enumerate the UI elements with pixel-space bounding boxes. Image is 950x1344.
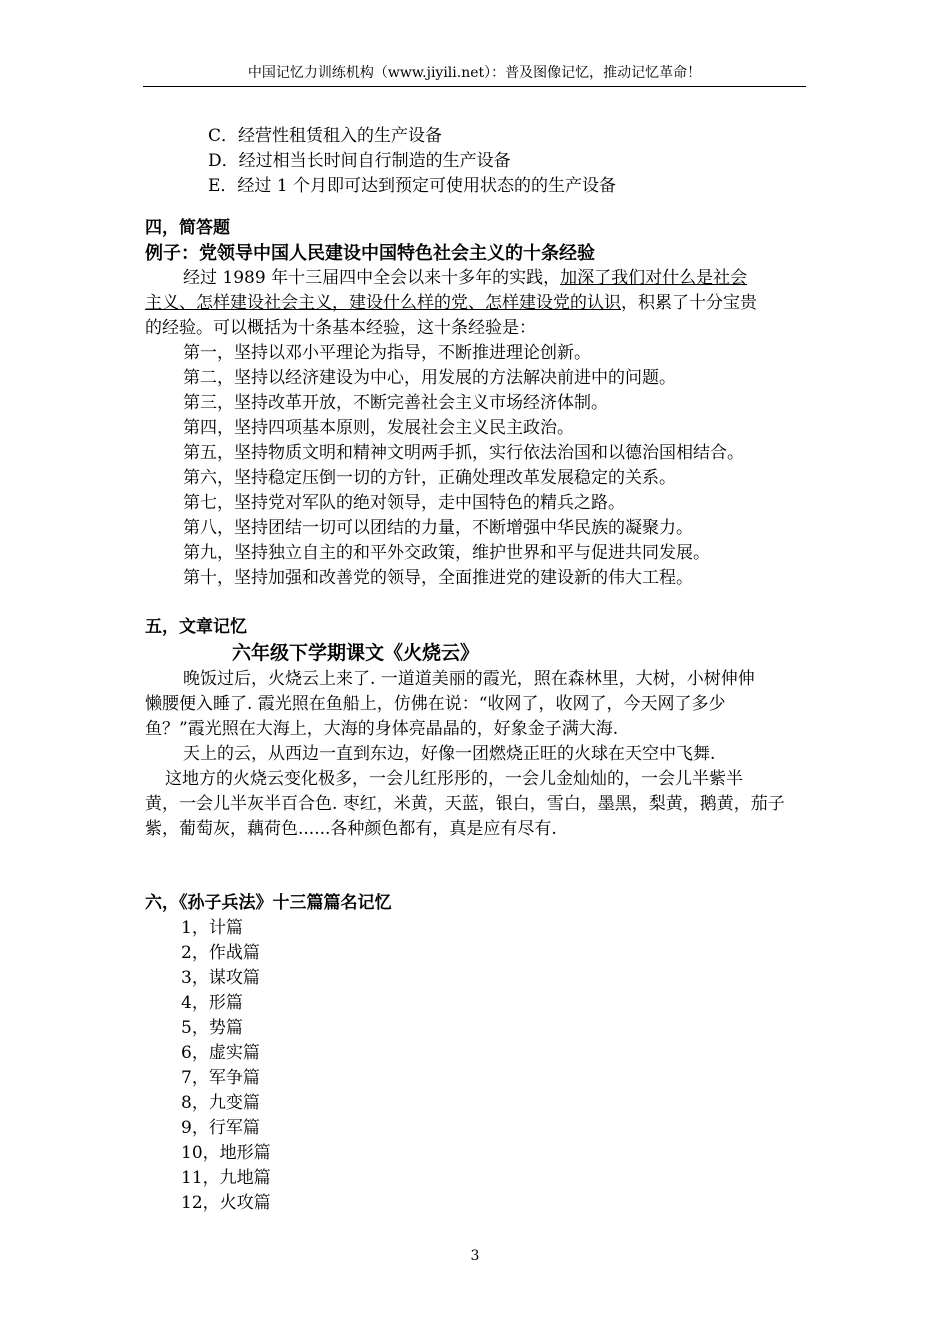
chapter-item-5: 5，势篇 (181, 1018, 243, 1038)
experience-item-9: 第九，坚持独立自主的和平外交政策，维护世界和平与促进共同发展。 (183, 543, 710, 563)
chapter-item-6: 6，虚实篇 (181, 1043, 260, 1063)
experience-item-6: 第六，坚持稳定压倒一切的方针，正确处理改革发展稳定的关系。 (183, 468, 676, 488)
article-p1-line-1: 晚饭过后，火烧云上来了. 一道道美丽的霞光，照在森林里，大树，小树伸伸 (183, 669, 755, 689)
experience-item-4: 第四，坚持四项基本原则，发展社会主义民主政治。 (183, 418, 574, 438)
experience-item-10: 第十，坚持加强和改善党的领导，全面推进党的建设新的伟大工程。 (183, 568, 693, 588)
header-divider (143, 86, 806, 87)
option-e: E．经过 1 个月即可达到预定可使用状态的的生产设备 (208, 176, 617, 196)
intro-underlined-1: 加深了我们对什么是社会 (560, 268, 748, 288)
option-c: C．经营性租赁租入的生产设备 (208, 126, 443, 146)
article-p3-line-1: 这地方的火烧云变化极多，一会儿红彤彤的，一会儿金灿灿的，一会儿半紫半 (165, 769, 743, 789)
page-header: 中国记忆力训练机构（www.jiyili.net）：普及图像记忆，推动记忆革命！ (247, 65, 702, 81)
chapter-item-9: 9，行军篇 (181, 1118, 260, 1138)
article-p3-line-3: 紫，葡萄灰，藕荷色......各种颜色都有，真是应有尽有. (145, 819, 557, 839)
article-p1-line-2: 懒腰便入睡了. 霞光照在鱼船上，仿佛在说：“收网了，收网了，今天网了多少 (145, 694, 726, 714)
chapter-item-12: 12，火攻篇 (181, 1193, 271, 1213)
experience-item-2: 第二，坚持以经济建设为中心，用发展的方法解决前进中的问题。 (183, 368, 676, 388)
experience-item-3: 第三，坚持改革开放，不断完善社会主义市场经济体制。 (183, 393, 608, 413)
article-p2: 天上的云，从西边一直到东边，好像一团燃烧正旺的火球在天空中飞舞. (183, 744, 716, 764)
chapter-item-10: 10，地形篇 (181, 1143, 271, 1163)
chapter-item-7: 7，军争篇 (181, 1068, 260, 1088)
intro-text-2: ，积累了十分宝贵 (621, 293, 757, 313)
chapter-item-11: 11，九地篇 (181, 1168, 271, 1188)
experience-item-5: 第五，坚持物质文明和精神文明两手抓，实行依法治国和以德治国相结合。 (183, 443, 744, 463)
chapter-item-1: 1，计篇 (181, 918, 243, 938)
article-p3-line-2: 黄，一会儿半灰半百合色. 枣红，米黄，天蓝，银白，雪白，墨黑，梨黄，鹅黄，茄子 (145, 794, 785, 814)
chapter-item-8: 8，九变篇 (181, 1093, 260, 1113)
experience-item-7: 第七，坚持党对军队的绝对领导，走中国特色的精兵之路。 (183, 493, 625, 513)
intro-underlined-2: 主义、怎样建设社会主义，建设什么样的党、怎样建设党的认识 (145, 293, 621, 313)
article-p1-line-3: 鱼？”霞光照在大海上，大海的身体亮晶晶的，好象金子满大海. (145, 719, 619, 739)
page-number: 3 (470, 1248, 480, 1264)
chapter-item-3: 3，谋攻篇 (181, 968, 260, 988)
document-body (145, 124, 810, 1216)
experience-item-1: 第一，坚持以邓小平理论为指导，不断推进理论创新。 (183, 343, 591, 363)
example-title: 例子：党领导中国人民建设中国特色社会主义的十条经验 (145, 243, 595, 264)
intro-line-1 (145, 266, 810, 291)
article-title: 六年级下学期课文《火烧云》 (232, 642, 480, 664)
section-5-heading: 五，文章记忆 (145, 617, 247, 637)
chapter-item-4: 4，形篇 (181, 993, 243, 1013)
intro-line-3: 的经验。可以概括为十条基本经验，这十条经验是： (145, 318, 536, 338)
experience-item-8: 第八，坚持团结一切可以团结的力量，不断增强中华民族的凝聚力。 (183, 518, 693, 538)
section-6-heading: 六，《孙子兵法》十三篇篇名记忆 (145, 893, 392, 913)
intro-text-1: 经过 1989 年十三届四中全会以来十多年的实践， (183, 268, 561, 288)
option-d: D．经过相当长时间自行制造的生产设备 (208, 151, 511, 171)
intro-line-2 (145, 291, 810, 316)
chapter-item-2: 2，作战篇 (181, 943, 260, 963)
section-4-heading: 四，简答题 (145, 218, 230, 238)
